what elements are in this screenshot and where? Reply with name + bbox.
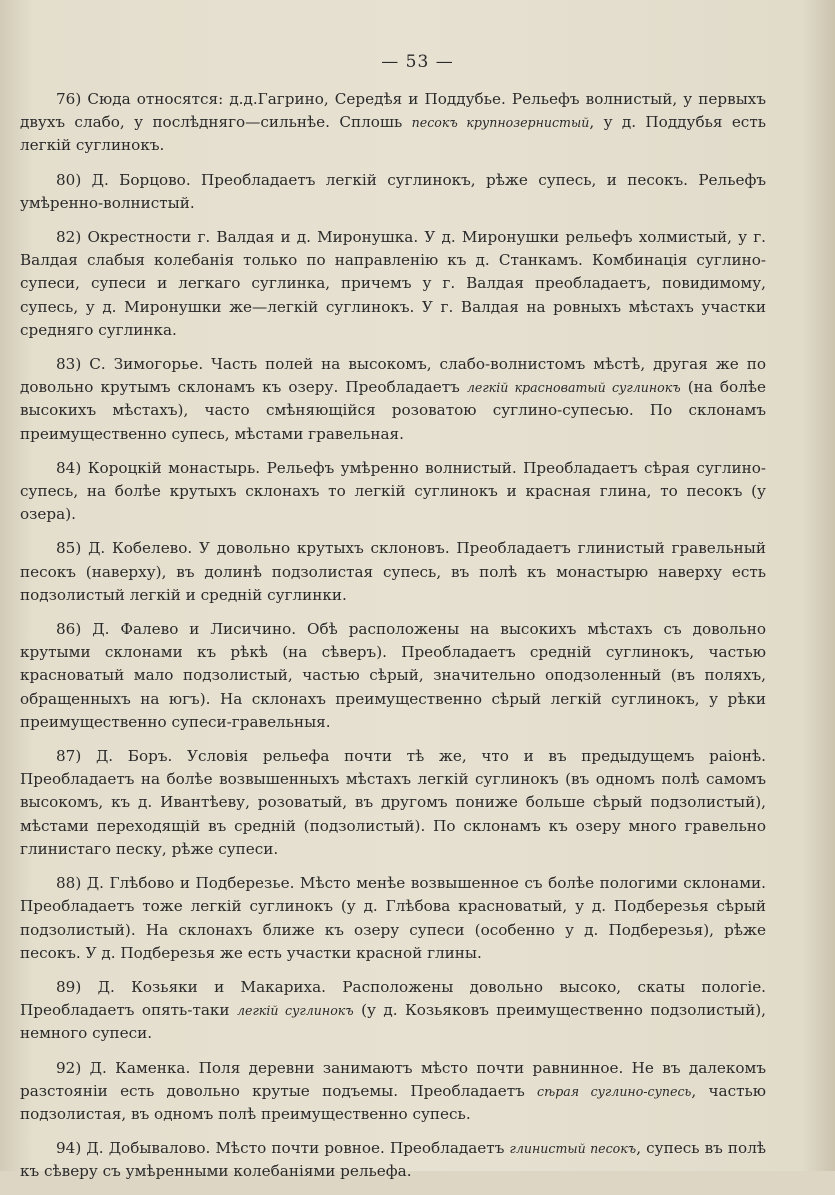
paragraph-88 <box>20 872 766 965</box>
page-number: — 53 — <box>381 52 454 72</box>
paragraph-italic: глинистый песокъ <box>509 1141 637 1157</box>
text-body <box>20 88 766 1195</box>
paragraph-number: 83) <box>56 355 82 374</box>
paragraph-text: Д. Козьяки и Макариха. Расположены довольно высоко, скаты пологіе. Преобладаетъ опять-таки <box>20 977 767 1020</box>
paragraph-text: Д. Фалево и Лисичино. Обѣ расположены на высокихъ мѣстахъ съ довольно крутыми склонами къ рѣкѣ (на сѣверъ). Преобладаетъ средній суглинокъ, частью красноватый мало подзолистый, частью сѣрый, значительно оподзоленный (въ поляхъ, обращенныхъ на югъ). На склонахъ преимущественно сѣрый легкій суглинокъ, у рѣки преимущественно супеси-гравельныя. <box>20 620 766 731</box>
paragraph-number: 89) <box>56 977 82 996</box>
paragraph-text: Д. Глѣбово и Подберезье. Мѣсто менѣе возвышенное съ болѣе пологими склонами. Преобладаетъ тоже легкій суглинокъ (у д. Глѣбова красноватый, у д. Подберезья сѣрый подзолистый). На склонахъ ближе къ озеру супеси (особенно у д. Подберезья), рѣже песокъ. У д. Подберезья же есть участки красной глины. <box>20 874 766 962</box>
paragraph-italic: легкій суглинокъ <box>236 1003 354 1019</box>
paragraph-italic: песокъ крупнозернистый <box>411 115 590 131</box>
paragraph-text: Д. Борцово. Преобладаетъ легкій суглинокъ, рѣже супесь, и песокъ. Рельефъ умѣренно-волнистый. <box>20 170 766 212</box>
paragraph-number: 80) <box>56 170 82 189</box>
paragraph-tail: (на болѣе высокихъ мѣстахъ), часто смѣняющійся розоватою суглино-супесью. По склонамъ преимущественно супесь, мѣстами гравельная. <box>20 378 766 443</box>
paragraph-italic: легкій красноватый суглинокъ <box>466 380 681 396</box>
paragraph-text: Сюда относятся: д.д.Гагрино, Середѣя и Поддубье. Рельефъ волнистый, у первыхъ двухъ слабо, у послѣдняго—сильнѣе. Сплошь <box>20 90 767 132</box>
paragraph-number: 88) <box>56 874 82 893</box>
paragraph-89 <box>20 976 766 1046</box>
paragraph-text: Д. Каменка. Поля деревни занимаютъ мѣсто почти равнинное. Не въ далекомъ разстояніи есть довольно крутые подъемы. Преобладаетъ <box>20 1058 766 1100</box>
paragraph-italic: сѣрая суглино-супесь <box>537 1083 692 1099</box>
paragraph-tail: , супесь въ полѣ къ сѣверу съ умѣренными колебаніями рельефа. <box>20 1139 767 1181</box>
paragraph-text: С. Зимогорье. Часть полей на высокомъ, слабо-волнистомъ мѣстѣ, другая же по довольно крутымъ склонамъ къ озеру. Преобладаетъ <box>20 355 766 397</box>
paragraph-84 <box>20 457 766 527</box>
paragraph-number: 94) <box>56 1139 82 1158</box>
paragraph-text: Д. Добывалово. Мѣсто почти ровное. Преобладаетъ <box>86 1139 505 1158</box>
paragraph-87 <box>20 745 766 861</box>
paragraph-text: Короцкій монастырь. Рельефъ умѣренно волнистый. Преобладаетъ сѣрая суглино-супесь, на болѣе крутыхъ склонахъ то легкій суглинокъ и красная глина, то песокъ (у озера). <box>20 458 767 524</box>
paragraph-tail: , частью подзолистая, въ одномъ полѣ преимущественно супесь. <box>20 1081 767 1123</box>
paragraph-text: Окрестности г. Валдая и д. Миронушка. У д. Миронушки рельефъ холмистый, у г. Валдая слабыя колебанія только по направленію къ д. Станкамъ. Комбинація суглино-супеси, супеси и легкаго суглинка, причемъ у г. Валдая преобладаетъ, повидимому, супесь, у д. Миронушки же—легкій суглинокъ. У г. Валдая на ровныхъ мѣстахъ участки средняго суглинка. <box>20 228 766 339</box>
paragraph-92 <box>20 1057 766 1127</box>
paragraph-tail: , у д. Поддубья есть легкій суглинокъ. <box>20 113 766 155</box>
paragraph-tail: (у д. Козьяковъ преимущественно подзолистый), немного супеси. <box>20 1001 767 1043</box>
paragraph-94 <box>20 1137 766 1183</box>
paragraph-text: Д. Кобелево. У довольно крутыхъ склоновъ. Преобладаетъ глинистый гравельный песокъ (наверху), въ долинѣ подзолистая супесь, въ полѣ къ монастырю наверху есть подзолистый легкій и средній суглинки. <box>20 539 767 604</box>
paragraph-number: 92) <box>56 1058 82 1077</box>
paragraph-82 <box>20 226 766 342</box>
paragraph-76 <box>20 88 766 158</box>
paragraph-number: 85) <box>56 539 82 558</box>
paragraph-number: 84) <box>56 458 82 477</box>
paragraph-86 <box>20 618 766 734</box>
paragraph-83 <box>20 353 766 446</box>
paragraph-number: 87) <box>56 747 82 766</box>
paragraph-number: 86) <box>56 620 82 639</box>
paragraph-number: 76) <box>56 90 82 108</box>
paragraph-85 <box>20 537 766 607</box>
paragraph-number: 82) <box>56 228 82 247</box>
paragraph-80 <box>20 169 766 215</box>
paragraph-text: Д. Боръ. Условія рельефа почти тѣ же, что и въ предыдущемъ раіонѣ. Преобладаетъ на болѣе возвышенныхъ мѣстахъ легкій суглинокъ (въ одномъ полѣ самомъ высокомъ, къ д. Ивантѣеву, розоватый, въ другомъ пониже больше сѣрый подзолистый), мѣстами переходящій въ средній (подзолистый). По склонамъ къ озеру много гравельно глинистаго песку, рѣже супеси. <box>20 747 767 858</box>
